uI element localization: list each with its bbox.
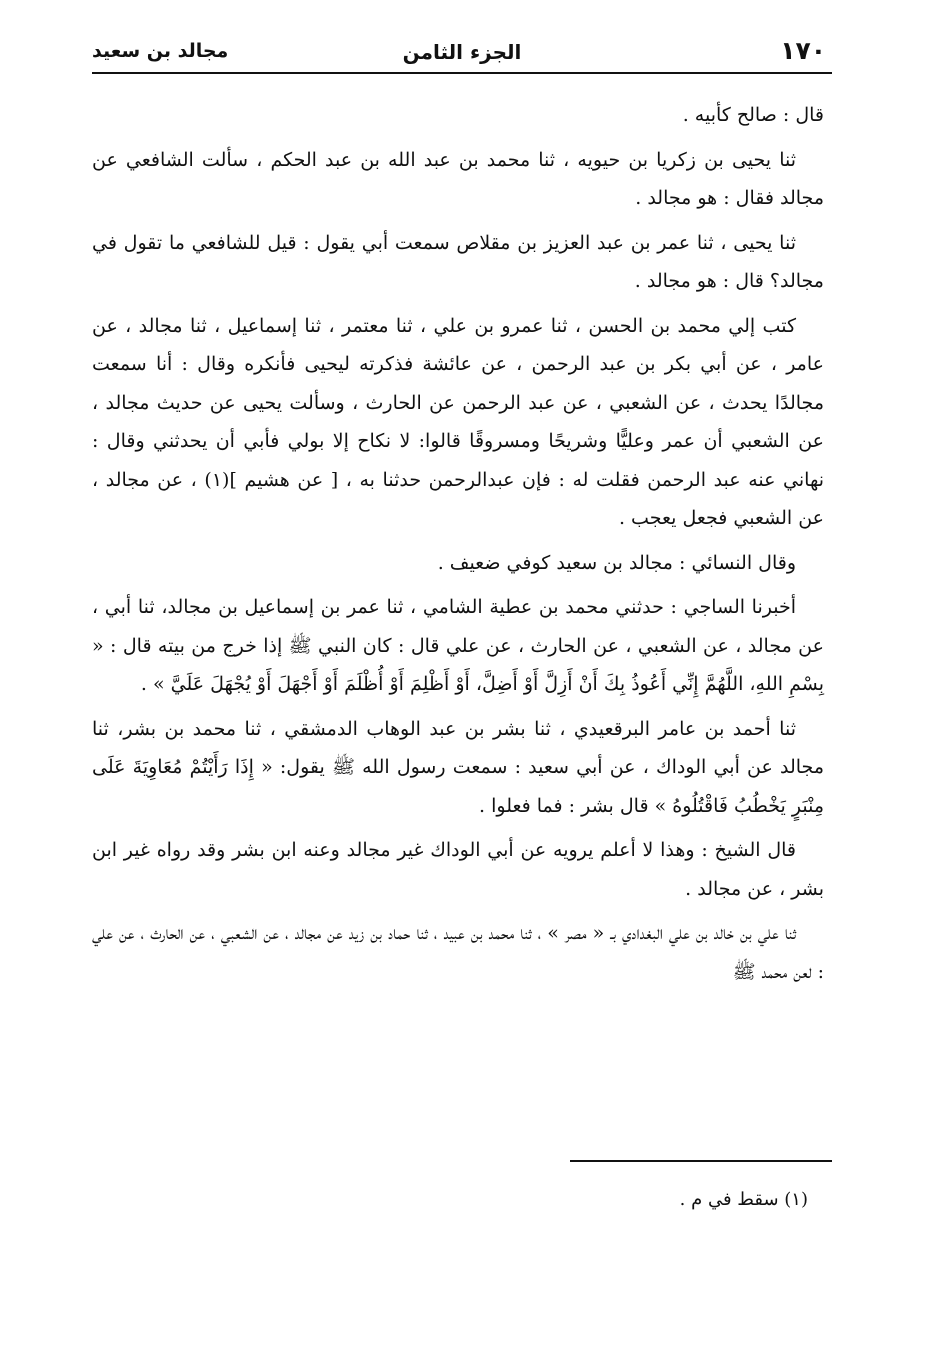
paragraph-5: وقال النسائي : مجالد بن سعيد كوفي ضعيف . xyxy=(437,551,796,574)
paragraph-3: ثنا يحيى ، ثنا عمر بن عبد العزيز بن مقلاص سمعت أبي يقول : قيل للشافعي ما تقول في مجالد؟ قال : هو مجالد . xyxy=(92,231,824,292)
volume-title: الجزء الثامن xyxy=(402,40,522,64)
paragraph-1: قال : صالح كأبيه . xyxy=(682,104,824,126)
paragraph-2: ثنا يحيى بن زكريا بن حيويه ، ثنا محمد بن عبد الله بن عبد الحكم ، سألت الشافعي عن مجالد فقال : هو مجالد . xyxy=(92,148,824,209)
paragraph-6: أخبرنا الساجي : حدثني محمد بن عطية الشامي ، ثنا عمر بن إسماعيل بن مجالد، ثنا أبي ، عن مجالد ، عن الشعبي ، عن الحارث ، عن علي قال : كان النبي ﷺ إذا خرج من بيته قال : « بِسْمِ اللهِ، اللَّهُمَّ إِنِّي أَعُوذُ بِكَ أَنْ أَزِلَّ أَوْ أَضِلَّ، أَوْ أَظْلِمَ أَوْ أُظْلَمَ أَوْ أَجْهَلَ أَوْ يُجْهَلَ عَلَيَّ » . xyxy=(92,596,824,695)
header-divider xyxy=(92,72,832,74)
footnote-divider xyxy=(570,1160,832,1162)
footnote: (١) سقط في م . xyxy=(679,1189,808,1210)
paragraph-4: كتب إلي محمد بن الحسن ، ثنا عمرو بن علي ، ثنا معتمر ، ثنا إسماعيل ، ثنا مجالد ، عن عامر ، عن أبي بكر بن عبد الرحمن ، عن عائشة فذكرته ليحيى فأنكره وقال : أنا سمعت مجالدًا يحدث ، عن الشعبي ، عن عبد الرحمن عن الحارث ، وسألت يحيى عن حديث مجالد ، عن الشعبي أن عمر وعليًّا وشريحًا ومسروقًا قالوا: لا نكاح إلا بولي فأبي أن يحدثني وقال : نهاني عنه عبد الرحمن فقلت له : فإن عبدالرحمن حدثنا به ، [ عن هشيم ](١) ، عن مجالد ، عن الشعبي فجعل يعجب . xyxy=(92,314,824,529)
main-text xyxy=(92,96,824,997)
page-number: ١٧٠ xyxy=(780,36,826,65)
paragraph-7: ثنا أحمد بن عامر البرقعيدي ، ثنا بشر بن عبد الوهاب الدمشقي ، ثنا محمد بن بشر، ثنا مجالد عن أبي الوداك ، عن أبي سعيد : سمعت رسول الله ﷺ يقول: « إِذَا رَأَيْتُمْ مُعَاوِيَةَ عَلَى مِنْبَرٍ يَخْطُبُ فَاقْتُلُوهُ » قال بشر : فما فعلوا . xyxy=(92,717,824,817)
paragraph-9: ثنا علي بن خالد بن علي البغدادي بـ « مصر » ، ثنا محمد بن عبيد ، ثنا حماد بن زيد عن مجالد ، عن الشعبي ، عن الحارث ، عن علي : لعن محمد ﷺ xyxy=(92,922,824,983)
entry-name: مجالد بن سعيد xyxy=(92,40,229,62)
paragraph-8: قال الشيخ : وهذا لا أعلم يرويه عن أبي الوداك غير مجالد وعنه ابن بشر وقد رواه غير ابن بشر ، عن مجالد . xyxy=(92,839,824,900)
